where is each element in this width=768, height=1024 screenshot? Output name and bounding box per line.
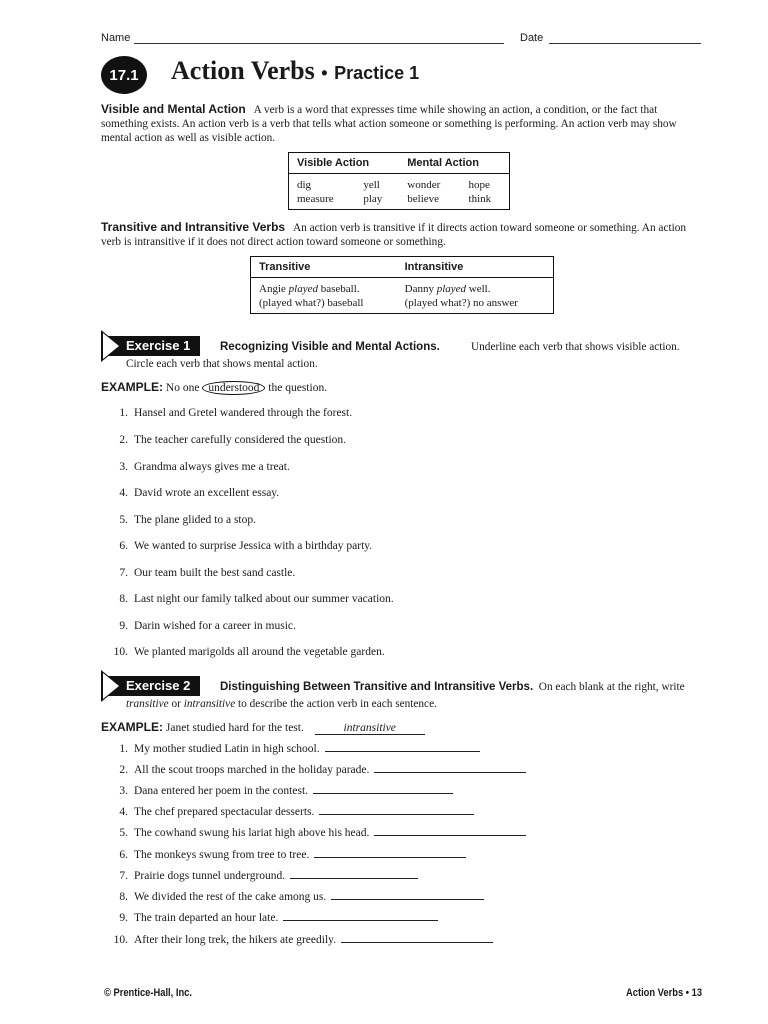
transitive-text: An action verb is transitive if it directs action toward someone or something. An action verb is intransitive if it does not direct action toward someone or something. bbox=[101, 222, 687, 248]
item-sentence: My mother studied Latin in high school. bbox=[134, 743, 320, 755]
item-sentence: We divided the rest of the cake among us. bbox=[134, 891, 327, 903]
table-row bbox=[289, 174, 510, 193]
item-sentence: All the scout troops marched in the holiday parade. bbox=[134, 764, 370, 776]
exercise-1-title: Recognizing Visible and Mental Actions. bbox=[220, 341, 440, 353]
item-sentence: David wrote an excellent essay. bbox=[134, 487, 280, 499]
item-sentence: Dana entered her poem in the contest. bbox=[134, 785, 309, 797]
list-item bbox=[104, 514, 256, 526]
item-number: 7. bbox=[119, 567, 128, 579]
visible-mental-table bbox=[288, 152, 510, 210]
item-number: 1. bbox=[119, 407, 128, 419]
exercise-2-example: EXAMPLE: Janet studied hard for the test. intransitive bbox=[101, 720, 425, 735]
exercise-1-instructions: Underline each verb that shows visible action. Circle each verb that shows mental action. bbox=[126, 341, 680, 370]
item-sentence: After their long trek, the hikers ate greedily. bbox=[134, 934, 337, 946]
list-item bbox=[104, 620, 296, 632]
title-text: Action Verbs bbox=[171, 56, 315, 85]
table-cell: Angie played baseball. bbox=[259, 283, 360, 295]
answer-blank[interactable] bbox=[314, 847, 466, 858]
visible-mental-paragraph bbox=[101, 102, 701, 145]
list-item bbox=[104, 646, 385, 658]
exercise-1-example: EXAMPLE: No one understood the question. bbox=[101, 380, 328, 394]
transitive-paragraph bbox=[101, 220, 701, 249]
item-number: 8. bbox=[119, 593, 128, 605]
th-intransitive: Intransitive bbox=[397, 257, 554, 278]
item-sentence: The monkeys swung from tree to tree. bbox=[134, 849, 310, 861]
list-item bbox=[104, 847, 466, 861]
transitive-table bbox=[250, 256, 554, 314]
title-separator: • bbox=[321, 63, 328, 83]
exercise-2-tab: Exercise 2 bbox=[104, 676, 200, 696]
item-number: 2. bbox=[119, 764, 128, 776]
date-field[interactable] bbox=[549, 43, 701, 44]
exercise-1-tab: Exercise 1 bbox=[104, 336, 200, 356]
table-row bbox=[251, 296, 554, 314]
item-sentence: Last night our family talked about our summer vacation. bbox=[134, 593, 394, 605]
list-item bbox=[104, 567, 295, 579]
th-transitive: Transitive bbox=[251, 257, 397, 278]
title-subtitle: Practice 1 bbox=[334, 63, 420, 83]
table-cell: think bbox=[468, 193, 492, 205]
section-badge: 17.1 bbox=[101, 56, 147, 94]
list-item bbox=[104, 889, 484, 903]
table-cell: measure bbox=[297, 193, 334, 205]
item-number: 10. bbox=[113, 934, 128, 946]
example-answer: intransitive bbox=[315, 722, 425, 735]
item-number: 3. bbox=[119, 461, 128, 473]
date-label: Date bbox=[520, 32, 544, 44]
item-number: 4. bbox=[119, 806, 128, 818]
list-item bbox=[104, 593, 394, 605]
answer-blank[interactable] bbox=[283, 910, 438, 921]
item-number: 3. bbox=[119, 785, 128, 797]
table-cell: (played what?) no answer bbox=[404, 297, 518, 309]
item-number: 10. bbox=[113, 646, 128, 658]
list-item bbox=[104, 487, 279, 499]
table-cell: (played what?) baseball bbox=[259, 297, 364, 309]
item-number: 5. bbox=[119, 827, 128, 839]
th-visible-action: Visible Action bbox=[289, 153, 400, 174]
item-sentence: Our team built the best sand castle. bbox=[134, 567, 296, 579]
item-number: 2. bbox=[119, 434, 128, 446]
italic-verb: played bbox=[288, 283, 318, 295]
list-item bbox=[104, 540, 372, 552]
table-cell: believe bbox=[407, 193, 440, 205]
list-item bbox=[104, 825, 526, 839]
item-sentence: The cowhand swung his lariat high above his head. bbox=[134, 827, 370, 839]
item-sentence: We wanted to surprise Jessica with a birthday party. bbox=[134, 540, 373, 552]
list-item bbox=[104, 741, 480, 755]
footer-page: Action Verbs • 13 bbox=[626, 987, 703, 999]
item-number: 4. bbox=[119, 487, 128, 499]
item-sentence: The chef prepared spectacular desserts. bbox=[134, 806, 315, 818]
answer-blank[interactable] bbox=[374, 825, 526, 836]
list-item bbox=[104, 407, 352, 419]
item-sentence: Prairie dogs tunnel underground. bbox=[134, 870, 286, 882]
answer-blank[interactable] bbox=[331, 889, 484, 900]
visible-mental-text: A verb is a word that expresses time while showing an action, a condition, or the fact that something exists. An action verb is a verb that tells what action someone or something is performing. An action verb may show mental action as well as visible action. bbox=[101, 104, 677, 144]
item-number: 6. bbox=[119, 540, 128, 552]
exercise-2-heading: Distinguishing Between Transitive and Intransitive Verbs. On each blank at the right, write transitive or intransitive to describe the action verb in each sentence. bbox=[126, 681, 685, 710]
item-number: 5. bbox=[119, 514, 128, 526]
table-cell: Danny played well. bbox=[404, 283, 491, 295]
answer-blank[interactable] bbox=[313, 783, 453, 794]
list-item bbox=[104, 868, 418, 882]
answer-blank[interactable] bbox=[325, 741, 480, 752]
answer-blank[interactable] bbox=[290, 868, 418, 879]
table-cell: wonder bbox=[407, 179, 441, 191]
table-cell: hope bbox=[468, 179, 490, 191]
name-label: Name bbox=[101, 32, 131, 44]
item-sentence: The teacher carefully considered the question. bbox=[134, 434, 347, 446]
list-item bbox=[104, 932, 493, 946]
item-sentence: Hansel and Gretel wandered through the forest. bbox=[134, 407, 353, 419]
list-item bbox=[104, 783, 453, 797]
circled-verb: understood bbox=[202, 381, 265, 395]
answer-blank[interactable] bbox=[341, 932, 493, 943]
item-number: 9. bbox=[119, 620, 128, 632]
name-field[interactable] bbox=[134, 43, 504, 44]
exercise-2-title: Distinguishing Between Transitive and Intransitive Verbs. bbox=[220, 681, 534, 693]
table-row bbox=[289, 192, 510, 210]
list-item bbox=[104, 804, 474, 818]
th-mental-action: Mental Action bbox=[399, 153, 509, 174]
item-sentence: The plane glided to a stop. bbox=[134, 514, 256, 526]
item-sentence: Grandma always gives me a treat. bbox=[134, 461, 290, 473]
item-number: 1. bbox=[119, 743, 128, 755]
page-title bbox=[171, 56, 419, 86]
transitive-heading: Transitive and Intransitive Verbs bbox=[101, 220, 286, 234]
item-number: 7. bbox=[119, 870, 128, 882]
italic-verb: played bbox=[436, 283, 467, 295]
answer-blank[interactable] bbox=[319, 804, 474, 815]
list-item bbox=[104, 461, 290, 473]
item-number: 9. bbox=[119, 912, 128, 924]
item-number: 8. bbox=[119, 891, 128, 903]
item-number: 6. bbox=[119, 849, 128, 861]
list-item bbox=[104, 762, 526, 776]
item-sentence: We planted marigolds all around the vegetable garden. bbox=[134, 646, 385, 658]
answer-blank[interactable] bbox=[374, 762, 526, 773]
list-item bbox=[104, 434, 346, 446]
footer-copyright: © Prentice-Hall, Inc. bbox=[104, 987, 192, 999]
item-sentence: The train departed an hour late. bbox=[134, 912, 279, 924]
table-cell: yell bbox=[363, 179, 380, 191]
list-item bbox=[104, 910, 438, 924]
table-cell: play bbox=[363, 193, 383, 205]
item-sentence: Darin wished for a career in music. bbox=[134, 620, 296, 632]
table-row bbox=[251, 278, 554, 297]
visible-mental-heading: Visible and Mental Action bbox=[101, 102, 246, 116]
table-cell: dig bbox=[297, 179, 312, 191]
